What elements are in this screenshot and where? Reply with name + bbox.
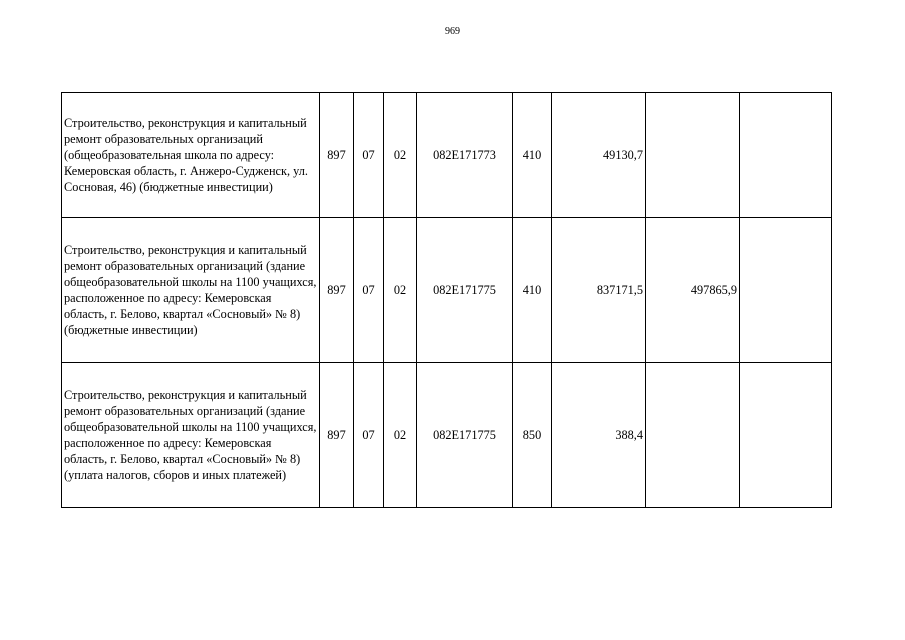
ministry-code: 897 xyxy=(320,93,354,218)
target-article-code: 082E171775 xyxy=(417,218,513,363)
table-row xyxy=(62,93,832,218)
page-number: 969 xyxy=(445,26,460,37)
amount-1: 49130,7 xyxy=(552,93,646,218)
subsection-code: 02 xyxy=(384,93,417,218)
budget-table xyxy=(61,92,832,508)
table-row xyxy=(62,218,832,363)
amount-3 xyxy=(740,93,832,218)
amount-3 xyxy=(740,218,832,363)
section-code: 07 xyxy=(354,93,384,218)
ministry-code: 897 xyxy=(320,363,354,508)
expense-type-code: 410 xyxy=(513,93,552,218)
subsection-code: 02 xyxy=(384,218,417,363)
target-article-code: 082E171775 xyxy=(417,363,513,508)
target-article-code: 082E171773 xyxy=(417,93,513,218)
ministry-code: 897 xyxy=(320,218,354,363)
row-description: Строительство, реконструкция и капитальный ремонт образовательных организаций (здание общеобразовательной школы на 1100 учащихся, расположенное по адресу: Кемеровская область, г. Белово, квартал «Сосновый» № 8) (бюджетные инвестиции) xyxy=(62,218,320,363)
amount-3 xyxy=(740,363,832,508)
section-code: 07 xyxy=(354,363,384,508)
expense-type-code: 410 xyxy=(513,218,552,363)
subsection-code: 02 xyxy=(384,363,417,508)
amount-1: 837171,5 xyxy=(552,218,646,363)
row-description: Строительство, реконструкция и капитальный ремонт образовательных организаций (общеобразовательная школа по адресу: Кемеровская область, г. Анжеро-Судженск, ул. Сосновая, 46) (бюджетные инвестиции) xyxy=(62,93,320,218)
amount-2 xyxy=(646,363,740,508)
table-row xyxy=(62,363,832,508)
row-description: Строительство, реконструкция и капитальный ремонт образовательных организаций (здание общеобразовательной школы на 1100 учащихся, расположенное по адресу: Кемеровская область, г. Белово, квартал «Сосновый» № 8) (уплата налогов, сборов и иных платежей) xyxy=(62,363,320,508)
amount-2: 497865,9 xyxy=(646,218,740,363)
section-code: 07 xyxy=(354,218,384,363)
amount-2 xyxy=(646,93,740,218)
amount-1: 388,4 xyxy=(552,363,646,508)
expense-type-code: 850 xyxy=(513,363,552,508)
